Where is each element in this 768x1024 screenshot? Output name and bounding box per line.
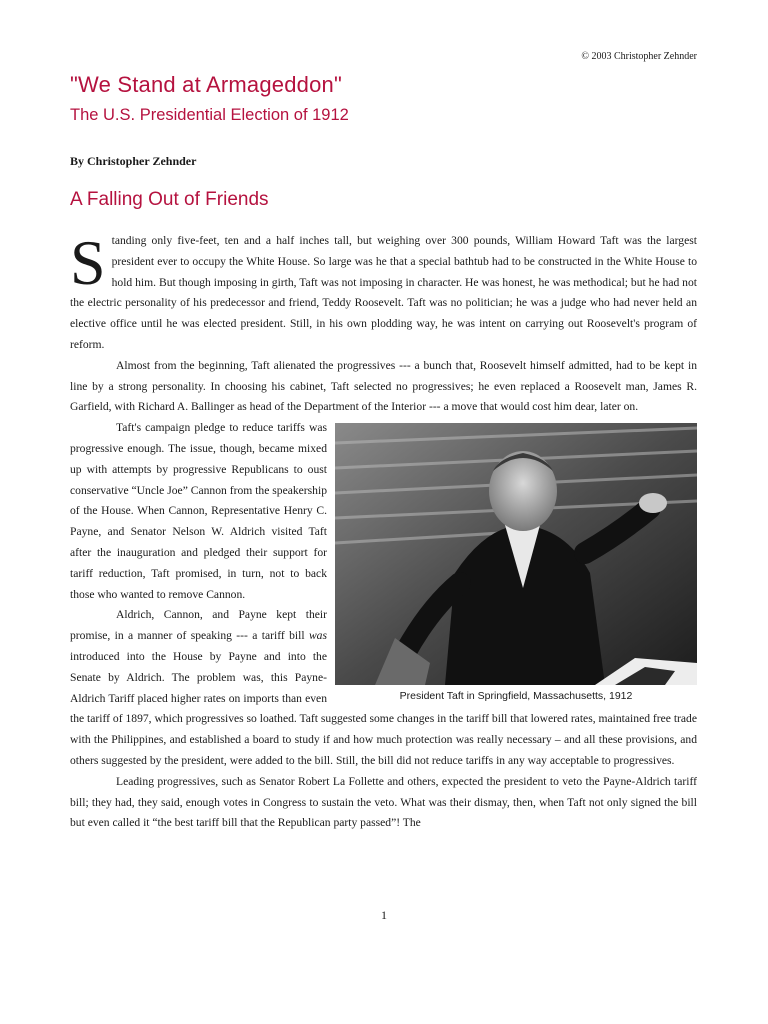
section-heading: A Falling Out of Friends [70,189,269,210]
document-subtitle: The U.S. Presidential Election of 1912 [70,106,349,124]
paragraph-3: Taft's campaign pledge to reduce tariffs was progressive enough. The issue, though, became mixed up with attempts by progressive Republicans to oust conservative “Uncle Joe” Cannon from the speakership of the House. When Cannon, Representative Henry C. Payne, and Senator Nelson W. Aldrich visited Taft after the inauguration and pledged their support for tariff reduction, Taft promised, in turn, not to back those who wanted to remove Cannon. [70,421,327,601]
author-byline: By Christopher Zehnder [70,154,197,168]
paragraph-4-emphasis: was [308,629,327,643]
paragraph-1-text: tanding only five-feet, ten and a half inches tall, but weighing over 300 pounds, William Howard Taft was the largest president ever to occupy the White House. So large was he that a special bathtub had to be constructed in the White House to hold him. But though imposing in girth, Taft was not imposing in character. He was honest, he was methodical; but he had not the electric personality of his predecessor and friend, Teddy Roosevelt. Taft was no politician; he was a judge who had never held an elective office until he was elected president. Still, in his own plodding way, he was intent on carrying out Roosevelt's program of reform. [70,234,697,351]
copyright-notice: © 2003 Christopher Zehnder [581,51,697,62]
paragraph-4-text-a: Aldrich, Cannon, and Payne kept their promise, in a manner of speaking --- a tariff bill [70,608,327,643]
paragraph-4-text-b: introduced into the House by Payne and into the Senate by Aldrich. The problem was, this Payne-Aldrich Tariff placed higher rates on imports than even the tariff of 1897, which progressives so loathed. Taft suggested some changes in the tariff bill that lowered rates, maintained free trade with the Philippines, and established a board to study if and how much protection was really necessary – and all these provisions, and others suggested by the president, were added to the bill. Still, the bill did not reduce tariffs in any way acceptable to progressives. [70,649,697,767]
drop-cap: S [70,227,106,298]
paragraph-1 [70,227,697,356]
paragraph-2: Almost from the beginning, Taft alienated the progressives --- a bunch that, Roosevelt himself admitted, had to be kept in line by a strong personality. In choosing his cabinet, Taft selected no progressives; he even replaced a Roosevelt man, James R. Garfield, with Richard A. Ballinger as head of the Department of the Interior --- a move that would cost him dear, later on. [70,358,697,414]
article-body [70,227,697,834]
photo-caption: President Taft in Springfield, Massachusetts, 1912 [399,690,633,703]
president-taft-photo [335,423,697,685]
photo-figure [335,423,697,703]
page-number: 1 [381,908,387,922]
paragraph-5: Leading progressives, such as Senator Robert La Follette and others, expected the president to veto the Payne-Aldrich tariff bill; they had, they said, enough votes in Congress to sustain the veto. What was their dismay, then, when Taft not only signed the bill but even called it “the best tariff bill that the Republican party passed”! The [70,774,697,830]
document-title: "We Stand at Armageddon" [70,72,342,97]
